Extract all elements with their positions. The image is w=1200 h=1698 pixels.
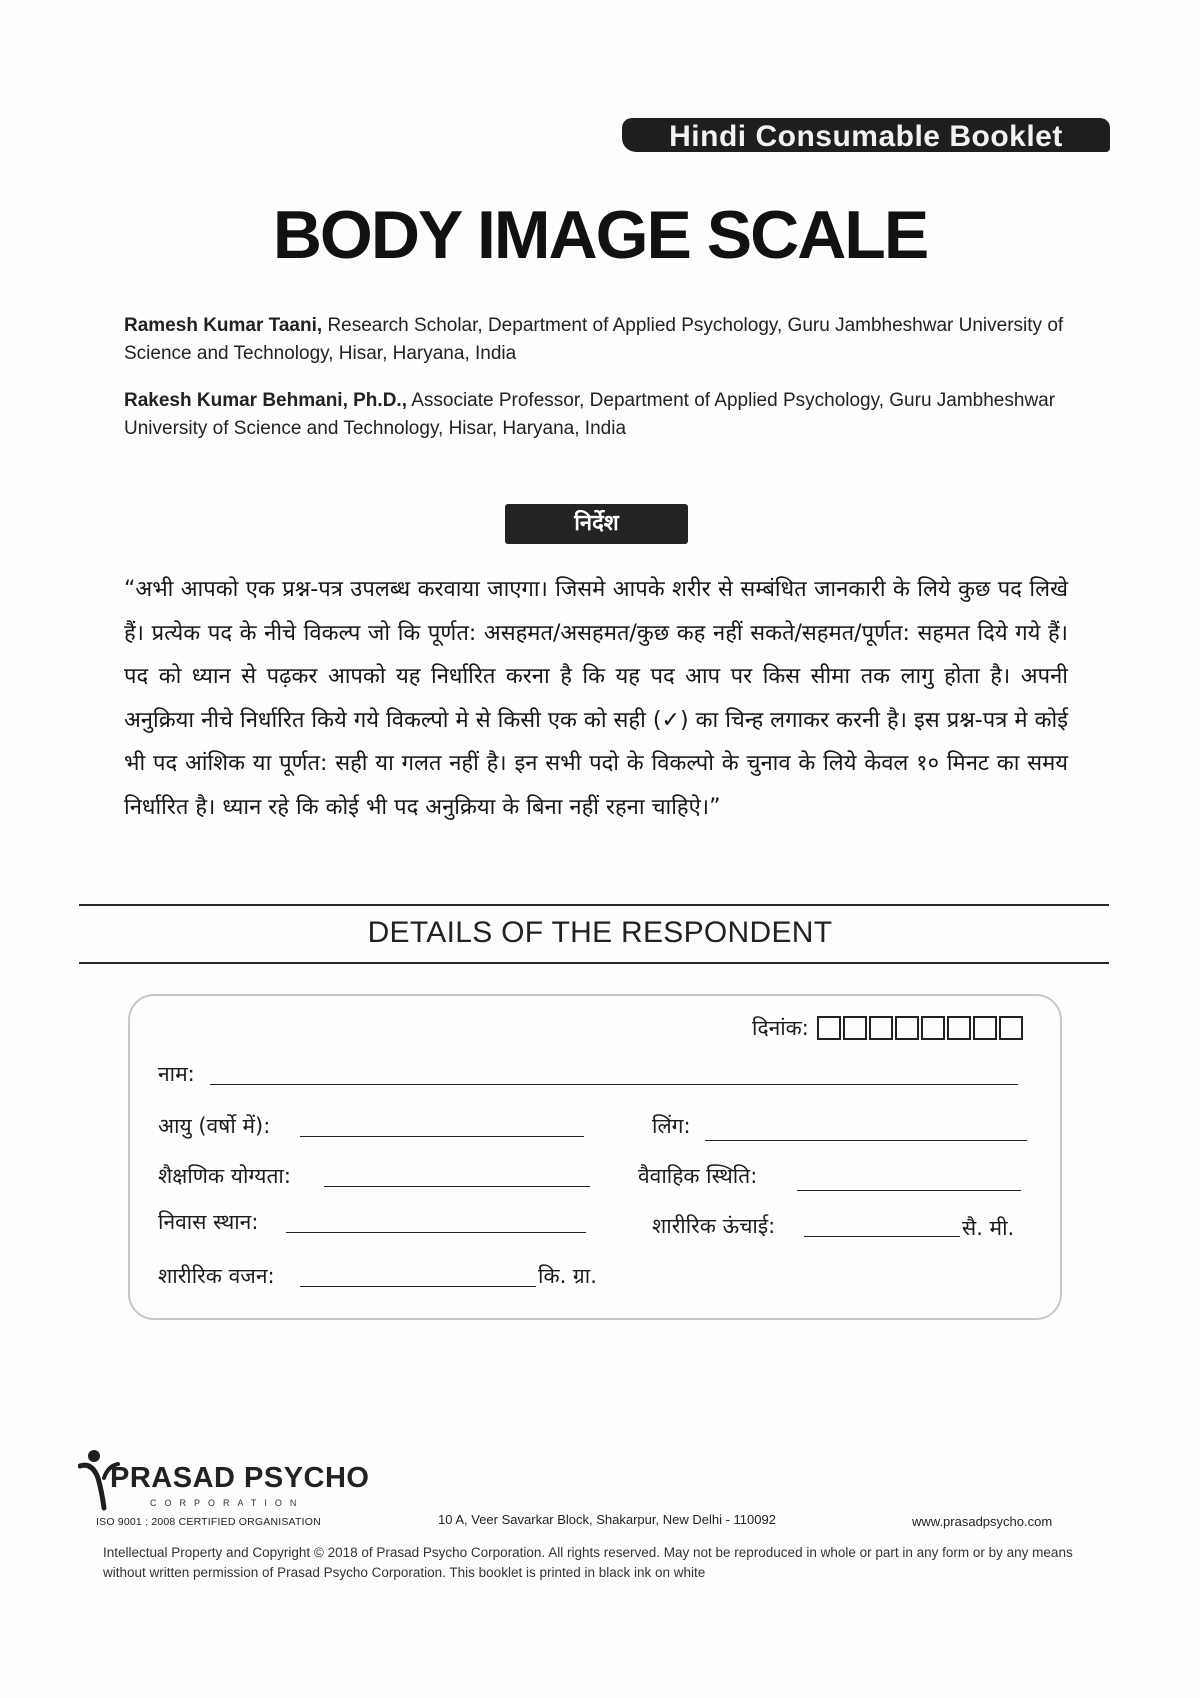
logo-name: PRASAD PSYCHO	[110, 1462, 370, 1494]
divider-top	[79, 904, 1109, 906]
author-2	[124, 387, 1068, 443]
booklet-type-tab: Hindi Consumable Booklet	[622, 118, 1110, 152]
age-label: आयु (वर्षो में):	[158, 1114, 271, 1138]
height-label: शारीरिक ऊंचाई:	[652, 1214, 776, 1238]
weight-field[interactable]	[300, 1286, 536, 1287]
age-field[interactable]	[300, 1136, 584, 1137]
weight-label: शारीरिक वजन:	[158, 1264, 275, 1288]
page-title: BODY IMAGE SCALE	[272, 197, 928, 273]
logo-subtitle: CORPORATION	[150, 1498, 305, 1508]
date-digit-box[interactable]	[921, 1016, 945, 1040]
copyright-notice: Intellectual Property and Copyright © 2018 of Prasad Psycho Corporation. All rights reserved. May not be reproduced in whole or part in any form or by any means without written permission of Prasad Psycho Corporation. This booklet is printed in black ink on white	[103, 1545, 1073, 1580]
name-field[interactable]	[210, 1084, 1018, 1085]
date-digit-box[interactable]	[973, 1016, 997, 1040]
date-digit-box[interactable]	[869, 1016, 893, 1040]
divider-bottom	[79, 962, 1109, 964]
residence-field[interactable]	[286, 1232, 586, 1233]
date-digit-box[interactable]	[947, 1016, 971, 1040]
date-field	[752, 1012, 1025, 1044]
date-digit-box[interactable]	[843, 1016, 867, 1040]
author-2-name: Rakesh Kumar Behmani, Ph.D.,	[124, 390, 407, 411]
author-2-details: Associate Professor, Department of Applied Psychology, Guru Jambheshwar University of Science and Technology, Hisar, Haryana, India	[124, 390, 1056, 439]
education-field[interactable]	[324, 1186, 590, 1187]
publisher-address: 10 A, Veer Savarkar Block, Shakarpur, New Delhi - 110092	[438, 1512, 776, 1527]
date-label: दिनांक:	[752, 1016, 809, 1040]
name-label: नाम:	[158, 1062, 195, 1086]
date-digit-box[interactable]	[817, 1016, 841, 1040]
author-1-name: Ramesh Kumar Taani,	[124, 315, 323, 336]
gender-field[interactable]	[705, 1140, 1027, 1141]
height-unit: सै. मी.	[962, 1216, 1015, 1240]
iso-certification: ISO 9001 : 2008 CERTIFIED ORGANISATION	[96, 1516, 321, 1528]
education-label: शैक्षणिक योग्यता:	[158, 1164, 291, 1188]
height-field[interactable]	[804, 1236, 960, 1237]
instructions-text: “अभी आपको एक प्रश्न-पत्र उपलब्ध करवाया जाएगा। जिसमे आपके शरीर से सम्बंधित जानकारी के लिये कुछ पद लिखे हैं। प्रत्येक पद के नीचे विकल्प जो कि पूर्णत: असहमत/असहमत/कुछ कह नहीं सकते/सहमत/पूर्णत: सहमत दिये गये हैं। पद को ध्यान से पढ़कर आपको यह निर्धारित करना है कि यह पद आप पर किस सीमा तक लागु होता है। अपनी अनुक्रिया नीचे निर्धारित किये गये विकल्पो मे से किसी एक को सही (✓) का चिन्ह लगाकर करनी है। इस प्रश्न-पत्र मे कोई भी पद आंशिक या पूर्णत: सही या गलत नहीं है। इन सभी पदो के विकल्पो के चुनाव के लिये केवल १० मिनट का समय निर्धारित है। ध्यान रहे कि कोई भी पद अनुक्रिया के बिना नहीं रहना चाहिऐ।”	[124, 577, 1068, 820]
date-digit-box[interactable]	[895, 1016, 919, 1040]
instructions-heading: निर्देश	[505, 504, 688, 544]
weight-unit: कि. ग्रा.	[538, 1264, 597, 1288]
publisher-website: www.prasadpsycho.com	[912, 1514, 1053, 1529]
marital-status-label: वैवाहिक स्थिति:	[638, 1164, 758, 1188]
author-1-details: Research Scholar, Department of Applied Psychology, Guru Jambheshwar University of Science and Technology, Hisar, Haryana, India	[124, 315, 1064, 364]
marital-status-field[interactable]	[797, 1190, 1021, 1191]
author-1	[124, 312, 1068, 368]
details-title: DETAILS OF THE RESPONDENT	[367, 916, 833, 949]
date-digit-box[interactable]	[999, 1016, 1023, 1040]
residence-label: निवास स्थान:	[158, 1210, 259, 1234]
gender-label: लिंग:	[652, 1114, 691, 1138]
